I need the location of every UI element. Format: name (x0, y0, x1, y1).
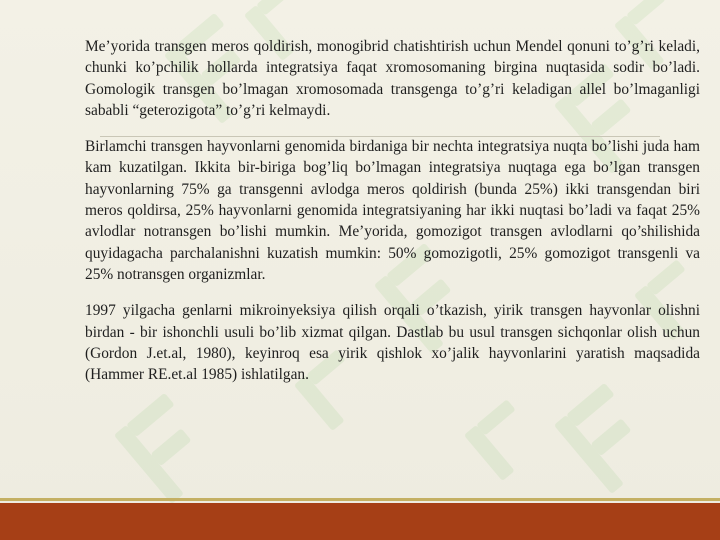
slide-body (85, 36, 700, 400)
footer-bar (0, 503, 720, 540)
paragraph-1: Me’yorida transgen meros qoldirish, monogibrid chatishtirish uchun Mendel qonuni to’g’ri keladi, chunki ko’pchilik hollarda integratsiya faqat xromosomaning birgina nuqtasida sodir bo’ladi. Gomologik transgen bo’lmagan xromosomada transgenga to’g’ri keladigan allel bo’lmaganligi sababli “geterozigota” to’g’ri kelmaydi. (85, 38, 700, 119)
paragraph-2: Birlamchi transgen hayvonlarni genomida birdaniga bir nechta integratsiya nuqta bo’lishi juda ham kam kuzatilgan. Ikkita bir-biriga bog’liq bo’lmagan integratsiya nuqtaga ega bo’lgan transgen hayvonlarning 75% ga transgenni avlodga meros qoldirish (bunda 25%) ikki transgendan biri meros qoldirsa, 25% hayvonlarni genomida integratsiyaning har ikki nuqtasi bo’ladi va faqat 25% avlodlar notransgen bo’lishi mumkin. Me’yorida, gomozigot transgen avlodlarni qo’shilishida quyidagacha parchalanishni kuzatish mumkin: 50% gomozigotli, 25% gomozigot transgenli va 25% notransgen organizmlar. (85, 138, 700, 283)
footer-accent-line (0, 498, 720, 501)
paragraph-3: 1997 yilgacha genlarni mikroinyeksiya qilish orqali o’tkazish, yirik transgen hayvonlar olishni birdan - bir ishonchli usuli bo’lib xizmat qilgan. Dastlab bu usul transgen sichqonlar olish uchun (Gordon J.et.al, 1980), keyinroq esa yirik qishlok xo’jalik hayvonlarini yaratish maqsadida (Hammer RE.et.al 1985) ishlatilgan. (85, 302, 700, 384)
